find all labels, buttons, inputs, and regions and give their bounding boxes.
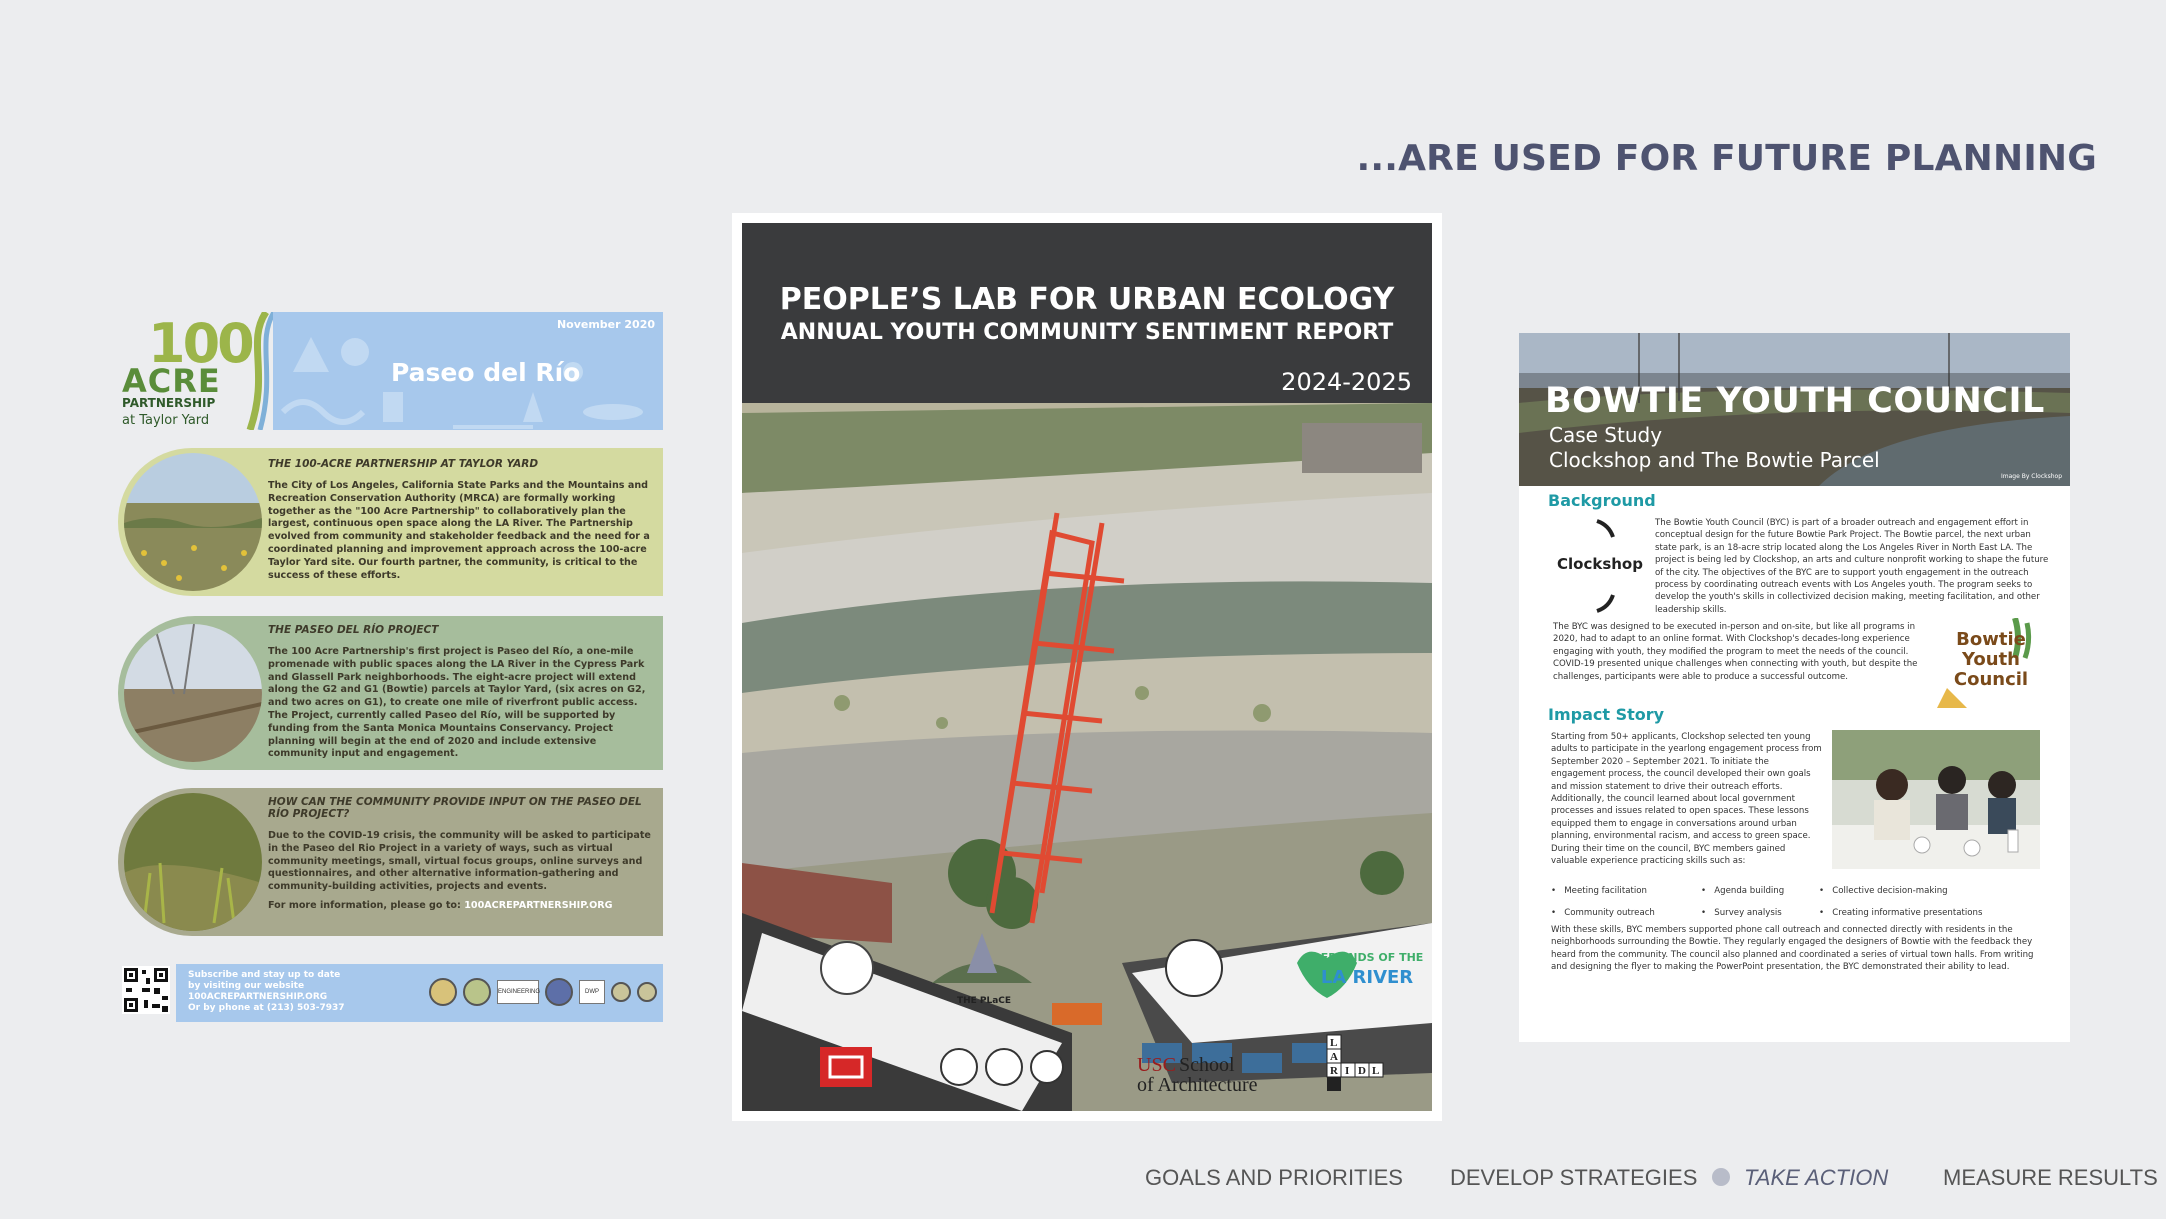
background-paragraph-1: The Bowtie Youth Council (BYC) is part of a broader outreach and engagement effort in conceptual design for the future Bowtie Park Project. The Bowtie parcel, the next urban state park, is an 18-acre strip located along the Los Angeles River in North East LA. The project is being led by Clockshop, an arts and culture nonprofit working to shape the future of the city. The objectives of the BYC are to support youth engagement in the outreach process by coordinating outreach events with Los Angeles youth. The program seeks to develop the youth's skills in collectivized decision making, meeting facilitation, and other leadership skills.: [1655, 518, 2049, 615]
youth-council-photo: [1832, 730, 2040, 869]
section-heading: THE 100-ACRE PARTNERSHIP AT TAYLOR YARD: [268, 458, 539, 470]
ridl-letter: A: [1330, 1051, 1338, 1063]
more-info-prefix: For more information, please go to:: [268, 899, 465, 911]
la-river-label: LA RIVER: [1320, 967, 1414, 988]
logo-location: at Taylor Yard: [122, 413, 210, 428]
ridl-letter: L: [1330, 1037, 1338, 1049]
flyer-banner: [273, 312, 663, 430]
bullet-item: • Community outreach: [1551, 908, 1655, 918]
bullet-label: Community outreach: [1564, 908, 1655, 918]
logo-partnership: PARTNERSHIP: [122, 396, 216, 410]
report-year: 2024-2025: [1281, 368, 1412, 396]
flyer-section-text: [268, 458, 655, 582]
case-study-title: BOWTIE YOUTH COUNCIL: [1545, 381, 2045, 421]
ridl-letter: R: [1330, 1065, 1338, 1077]
nav-take-action[interactable]: TAKE ACTION: [1744, 1165, 1889, 1190]
partner-seal-icon: [637, 982, 657, 1002]
footer-website-link[interactable]: 100ACREPARTNERSHIP.ORG: [188, 992, 328, 1002]
seal-logos: [941, 1049, 1063, 1085]
ridl-letter: L: [1372, 1065, 1380, 1077]
bullet-label: Creating informative presentations: [1832, 908, 1983, 918]
bullet-item: • Survey analysis: [1701, 908, 1782, 918]
engineering-logo: ENGINEERING: [497, 980, 539, 1004]
flyer-photo-field: [124, 453, 262, 591]
logo-word: ACRE: [122, 362, 221, 400]
active-step-indicator-icon: [1712, 1168, 1730, 1186]
footer-line: by visiting our website: [188, 981, 305, 991]
background-heading: Background: [1548, 491, 1656, 510]
logo-number: 100: [148, 312, 252, 375]
bullet-item: • Agenda building: [1701, 886, 1785, 896]
bullet-item: • Meeting facilitation: [1551, 886, 1647, 896]
section-heading: THE PASEO DEL RÍO PROJECT: [268, 624, 439, 636]
flyer-footer: [118, 964, 663, 1022]
flyer-section-text: [268, 624, 655, 761]
usc-school-label: School: [1179, 1054, 1235, 1076]
footer-line: Subscribe and stay up to date: [188, 970, 341, 980]
impact-paragraph: Starting from 50+ applicants, Clockshop selected ten young adults to participate in the yearlong engagement process from September 2020 – September 2021. To initiate the engagement process, the council developed their own goals and mission statement to drive their outreach efforts. Additionally, the council learned about local government processes and issues related to open spaces. These lessons equipped them to engage in conversations around urban planning, environmental racism, and access to green space. During their time on the council, BYC members gained valuable experience practicing skills such as:: [1551, 732, 1822, 867]
case-study-header: [1519, 333, 2070, 486]
clockshop-word: Clockshop: [1557, 555, 1643, 573]
image-credit: Image By Clockshop: [2001, 473, 2062, 480]
mrca-icon: [545, 978, 573, 1006]
conservancy-icon: [611, 982, 631, 1002]
bowtie-logo-word: Youth: [1962, 649, 2020, 670]
flyer-date: November 2020: [556, 318, 655, 331]
section-heading: HOW CAN THE COMMUNITY PROVIDE INPUT ON THE PASEO DEL RÍO PROJECT?: [268, 796, 642, 820]
flyer-section-project: [118, 616, 663, 770]
flyer-section-input: [118, 788, 663, 936]
flyer-footer-band: [176, 964, 663, 1022]
nav-develop-strategies[interactable]: DEVELOP STRATEGIES: [1450, 1165, 1698, 1190]
case-study-subtitle-2: Clockshop and The Bowtie Parcel: [1549, 448, 1880, 472]
aerial-river-photo: [742, 403, 1432, 1111]
section-more-info: [268, 900, 655, 913]
section-body: The 100 Acre Partnership's first project is Paseo del Río, a one-mile promenade with public spaces along the LA River in the Cypress Park and Glassell Park neighborhoods. The eight-acre project will extend along the G2 and G1 (Bowtie) parcels at Taylor Yard, (six acres on G2, and two acres on G1), to create one mile of riverfront public access. The Project, currently called Paseo del Río, will be supported by funding from the Santa Monica Mountains Conservancy. Project planning will begin at the end of 2020 and include extensive community input and engagement.: [268, 646, 646, 760]
dwp-logo: DWP: [579, 980, 605, 1004]
logo-river-stripe-icon: [236, 312, 276, 430]
bullet-label: Agenda building: [1714, 886, 1785, 896]
usc-label: USC: [1137, 1054, 1176, 1076]
bullet-label: Survey analysis: [1714, 908, 1782, 918]
footer-phone: Or by phone at (213) 503-7937: [188, 1003, 345, 1013]
flyer-photo-wetland: [124, 793, 262, 931]
more-info-link[interactable]: 100ACREPARTNERSHIP.ORG: [464, 899, 613, 911]
section-body: The City of Los Angeles, California State Parks and the Mountains and Recreation Conservation Authority (MRCA) are formally working together as the "100 Acre Partnership" to collaboratively plan the largest, continuous open space along the LA River. The Partnership evolved from community and stakeholder feedback and the need for a coordinated planning and improvement approach across the 100-acre Taylor Yard site. Our fourth partner, the community, is critical to the success of these efforts.: [268, 480, 650, 581]
city-seal-icon: [429, 978, 457, 1006]
bullet-item: • Collective decision-making: [1819, 886, 1948, 896]
report-subtitle: ANNUAL YOUTH COMMUNITY SENTIMENT REPORT: [780, 320, 1394, 345]
qr-code-icon[interactable]: [122, 966, 170, 1014]
friends-label: FRIENDS OF THE: [1320, 951, 1424, 964]
youth-sentiment-report-cover: [732, 213, 1442, 1121]
bullet-label: Collective decision-making: [1832, 886, 1948, 896]
impact-heading: Impact Story: [1548, 705, 1665, 724]
nav-measure-results[interactable]: MEASURE RESULTS: [1943, 1165, 2158, 1190]
bowtie-case-study: [1519, 333, 2070, 1042]
background-paragraph-2: The BYC was designed to be executed in-person and on-site, but like all programs in 2020, had to adapt to an online format. With Clockshop's decades-long experience engaging with youth, they modified the program to meet the needs of the council. COVID-19 presented unique challenges when connecting with youth, but despite the challenges, participants were able to produce a successful outcome.: [1553, 622, 1918, 682]
state-parks-icon: [463, 978, 491, 1006]
flyer-photo-river: [124, 624, 262, 762]
army-corps-logo-icon: [820, 1047, 872, 1087]
closing-paragraph: With these skills, BYC members supported phone call outreach and connected directly with residents in the neighborhoods surrounding the Bowtie. They regularly engaged the designers of Bowtie with the feedback they heard from the community. The council also planned and coordinated a series of virtual town halls. From writing and designing the flyer to making the PowerPoint presentation, the BYC demonstrated their ability to lead.: [1551, 925, 2034, 973]
flyer-header: [118, 310, 663, 432]
flyer-banner-title: Paseo del Río: [391, 358, 581, 387]
bullet-item: • Creating informative presentations: [1819, 908, 1983, 918]
bullet-label: Meeting facilitation: [1564, 886, 1647, 896]
ridl-letter: D: [1358, 1065, 1366, 1077]
footer-subscribe-text: [188, 970, 345, 1014]
section-body: Due to the COVID-19 crisis, the community will be asked to participate in the Paseo del Rio Project in a variety of ways, such as virtual community meetings, small, virtual focus groups, online surveys and questionnaires, and other alternative information-gathering and community-building activities, projects and events.: [268, 830, 651, 893]
case-study-subtitle: Case Study: [1549, 423, 1663, 447]
bowtie-logo-word: Bowtie: [1956, 629, 2026, 650]
nav-goals-and-priorities[interactable]: GOALS AND PRIORITIES: [1145, 1165, 1403, 1190]
clockshop-logo: [1557, 511, 1647, 621]
paseo-del-rio-flyer: [118, 308, 663, 1022]
report-title: PEOPLE’S LAB FOR URBAN ECOLOGY: [779, 282, 1395, 317]
city-seal-icon: [1166, 940, 1222, 996]
flyer-section-partnership: [118, 448, 663, 596]
report-title-band: [742, 223, 1432, 403]
bowtie-logo-word: Council: [1953, 669, 2029, 690]
flyer-section-text: [268, 796, 655, 913]
ridl-letter: I: [1345, 1065, 1350, 1077]
report-cover-inner: [742, 223, 1432, 1111]
place-logo-label: THE PLaCE: [956, 996, 1012, 1006]
partner-logos: [429, 978, 657, 1006]
bowtie-youth-council-logo: [1937, 618, 2045, 713]
youth-org-logo-icon: [821, 942, 873, 994]
usc-architecture-label: of Architecture: [1137, 1074, 1258, 1096]
page-headline: ...ARE USED FOR FUTURE PLANNING: [1356, 138, 2097, 179]
